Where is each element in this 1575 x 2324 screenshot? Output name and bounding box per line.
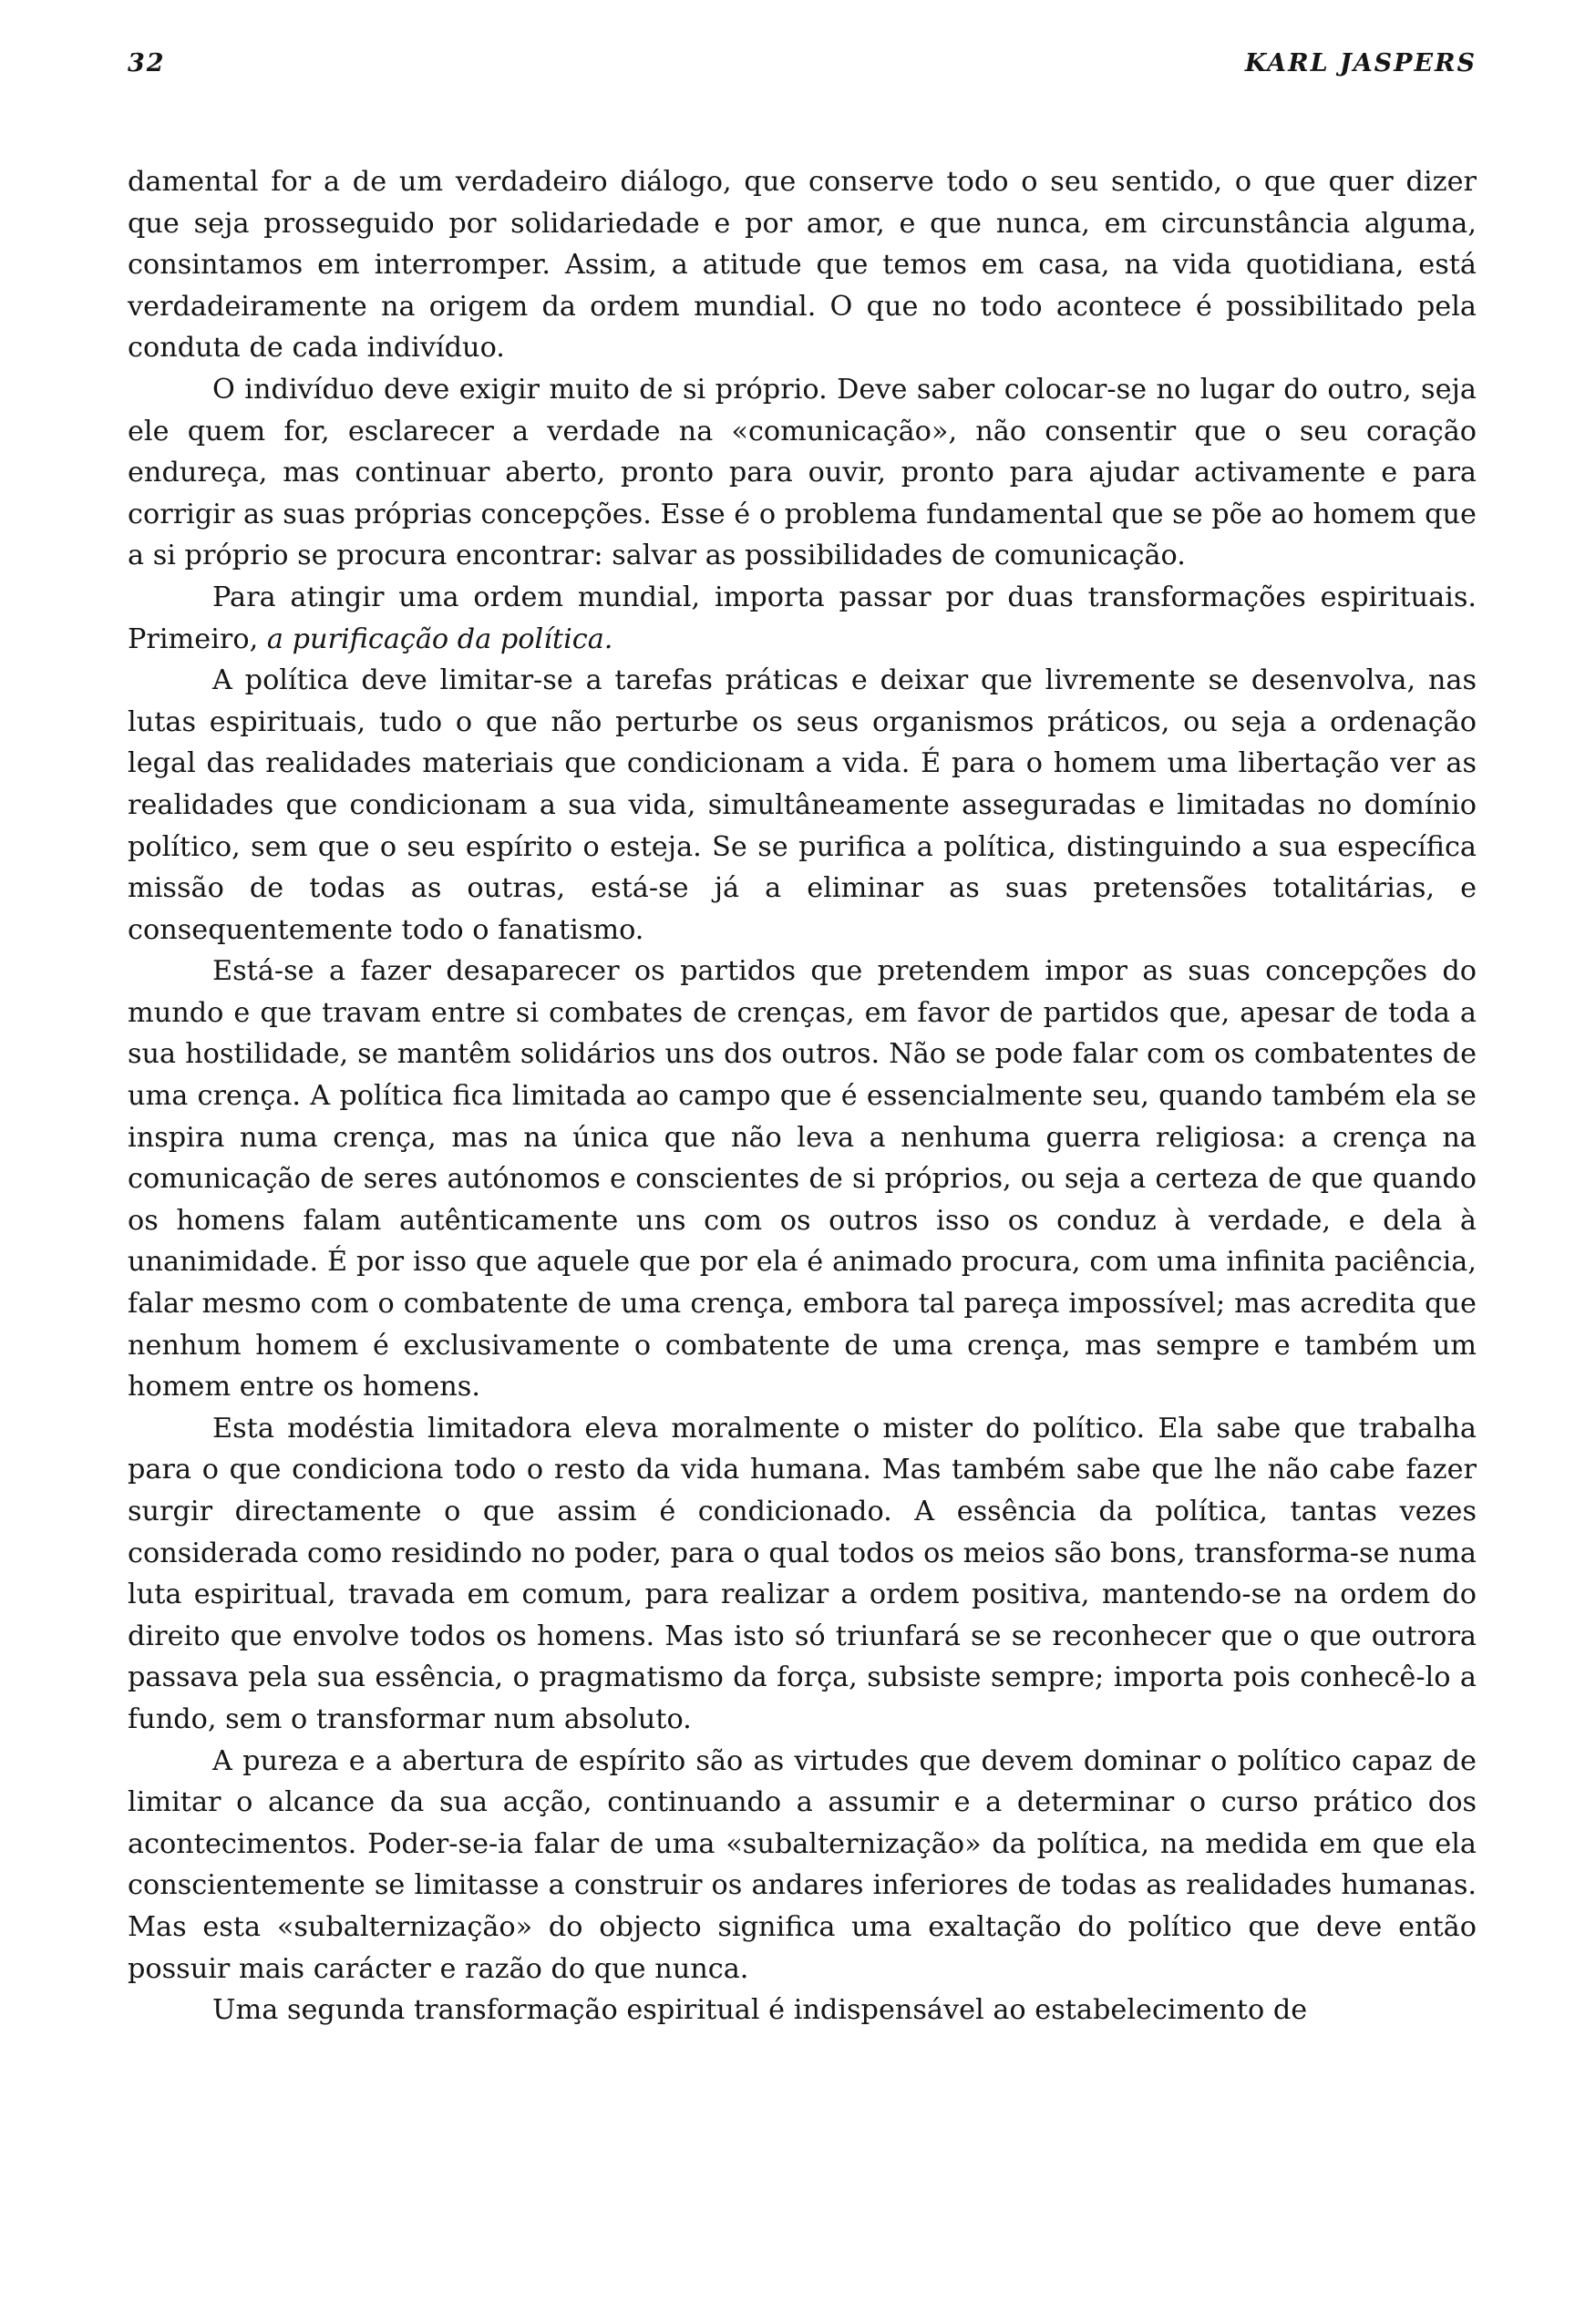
paragraph-5: Está-se a fazer desaparecer os partidos que pretendem impor as suas concepções do mundo e que travam entre si combates de crenças, em favor de partidos que, apesar de toda a sua hostilidade, se mantêm solidários uns dos outros. Não se pode falar com os combatentes de uma crença. A política fica limitada ao campo que é essencialmente seu, quando também ela se inspira numa crença, mas na única que não leva a nenhuma guerra religiosa: a crença na comunicação de seres autónomos e conscientes de si próprios, ou seja a certeza de que quando os homens falam autênticamente uns com os outros isso os conduz à verdade, e dela à unanimidade. É por isso que aquele que por ela é animado procura, com uma infinita paciência, falar mesmo com o combatente de uma crença, embora tal pareça impossível; mas acredita que nenhum homem é exclusivamente o combatente de uma crença, mas sempre e também um homem entre os homens. [128, 955, 1477, 1404]
paragraph-1: damental for a de um verdadeiro diálogo, que conserve todo o seu sentido, o que quer dizer que seja prosseguido por solidariedade e por amor, e que nunca, em circunstância alguma, consintamos em interromper. Assim, a atitude que temos em casa, na vida quotidiana, está verdadeiramente na origem da ordem mundial. O que no todo acontece é possibilitado pela conduta de cada indivíduo. [128, 166, 1477, 365]
paragraph-2: O indivíduo deve exigir muito de si próprio. Deve saber colocar-se no lugar do outro, seja ele quem for, esclarecer a verdade na «comunicação», não consentir que o seu coração endureça, mas continuar aberto, pronto para ouvir, pronto para ajudar activamente e para corrigir as suas próprias concepções. Esse é o problema fundamental que se põe ao homem que a si próprio se procura encontrar: salvar as possibilidades de comunicação. [128, 373, 1477, 572]
paragraph-3 [128, 577, 1477, 660]
paragraph-3-text: Para atingir uma ordem mundial, importa passar por duas transformações espirituais. Primeiro, [128, 581, 1477, 655]
paragraph-3-emphasis: a purificação da política. [266, 622, 613, 655]
paragraph-8: Uma segunda transformação espiritual é indispensável ao estabelecimento de [212, 1994, 1308, 2027]
running-head-author: KARL JASPERS [1244, 49, 1477, 77]
running-head [128, 49, 1477, 86]
body-text [128, 161, 1477, 2031]
page-number: 32 [128, 49, 166, 77]
paragraph-6: Esta modéstia limitadora eleva moralmente o mister do político. Ela sabe que trabalha para o que condiciona todo o resto da vida humana. Mas também sabe que lhe não cabe fazer surgir directamente o que assim é condicionado. A essência da política, tantas vezes considerada como residindo no poder, para o qual todos os meios são bons, transforma-se numa luta espiritual, travada em comum, para realizar a ordem positiva, mantendo-se na ordem do direito que envolve todos os homens. Mas isto só triunfará se se reconhecer que o que outrora passava pela sua essência, o pragmatismo da força, subsiste sempre; importa pois conhecê-lo a fundo, sem o transformar num absoluto. [128, 1412, 1477, 1735]
paragraph-4: A política deve limitar-se a tarefas práticas e deixar que livremente se desenvolva, nas lutas espirituais, tudo o que não perturbe os seus organismos práticos, ou seja a ordenação legal das realidades materiais que condicionam a vida. É para o homem uma libertação ver as realidades que condicionam a sua vida, simultâneamente asseguradas e limitadas no domínio político, sem que o seu espírito o esteja. Se se purifica a política, distinguindo a sua específica missão de todas as outras, está-se já a eliminar as suas pretensões totalitárias, e consequentemente todo o fanatismo. [128, 664, 1477, 946]
paragraph-7: A pureza e a abertura de espírito são as virtudes que devem dominar o político capaz de limitar o alcance da sua acção, continuando a assumir e a determinar o curso prático dos acontecimentos. Poder-se-ia falar de uma «subalternização» da política, na medida em que ela conscientemente se limitasse a construir os andares inferiores de todas as realidades humanas. Mas esta «subalternização» do objecto significa uma exaltação do político que deve então possuir mais carácter e razão do que nunca. [128, 1744, 1477, 1985]
